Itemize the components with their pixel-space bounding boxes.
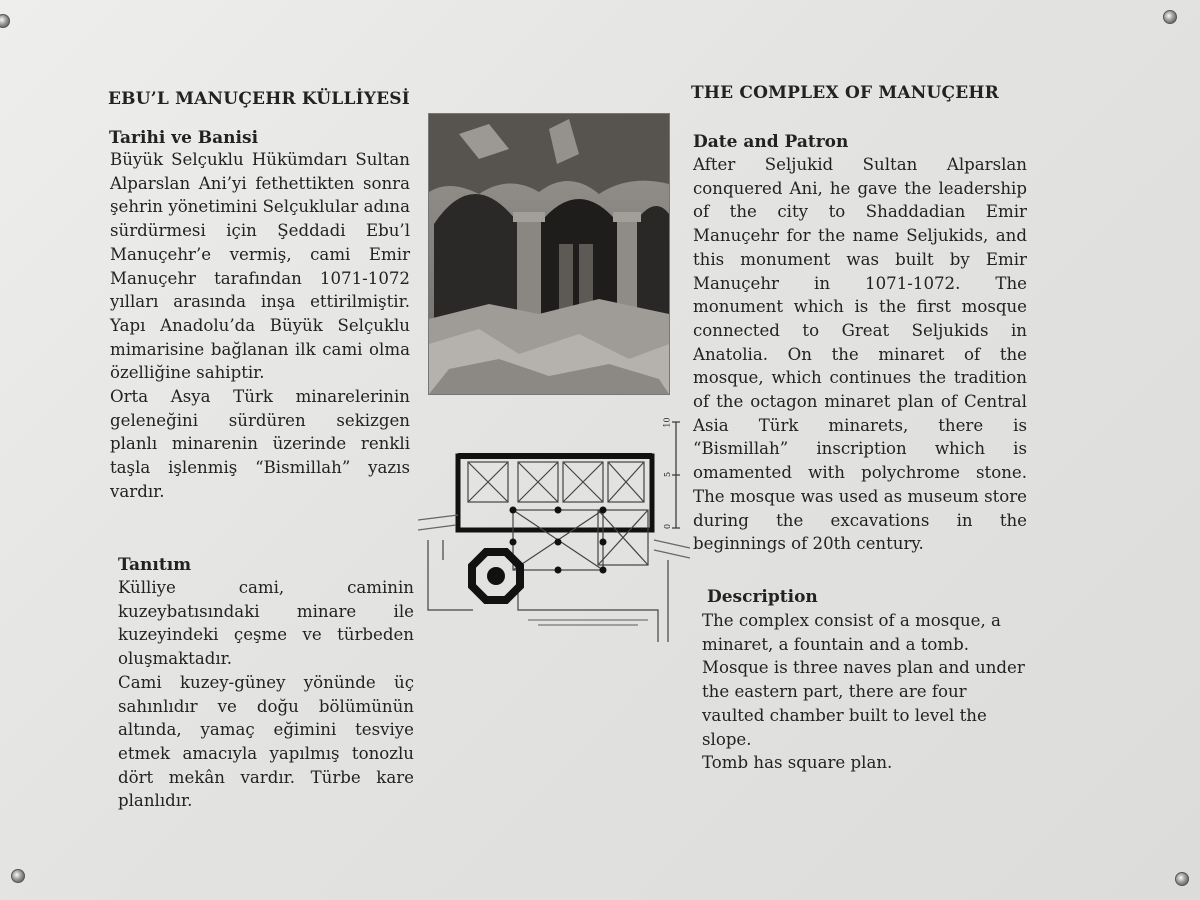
- history-paragraph-2-tr: Orta Asya Türk minarelerinin geleneğini sürdüren sekizgen planlı minarenin üzerinde renkli taşla işlenmiş “Bismillah” yazıs vardır.: [110, 387, 410, 501]
- date-text-en: [693, 153, 1027, 556]
- intro-heading-tr: Tanıtım: [118, 555, 192, 575]
- history-heading-tr: Tarihi ve Banisi: [109, 128, 259, 148]
- screw-icon: [1175, 872, 1189, 886]
- turkish-title: EBU’L MANUÇEHR KÜLLİYESİ: [108, 89, 410, 109]
- history-text-tr: [110, 148, 410, 504]
- description-text-en: [702, 609, 1032, 775]
- screw-icon: [0, 14, 10, 28]
- description-paragraph-2-en: Mosque is three naves plan and under the eastern part, there are four vaulted chamber built to level the slope.: [702, 658, 1025, 749]
- date-heading-en: Date and Patron: [693, 132, 849, 152]
- scale-label-top: 10: [662, 417, 672, 428]
- intro-text-tr: [118, 576, 414, 813]
- description-heading-en: Description: [707, 587, 818, 607]
- history-paragraph-1-tr: Büyük Selçuklu Hükümdarı Sultan Alparslan Ani’yi fethettikten sonra şehrin yönetimini Selçuklular adına sürdürmesi için Şeddadi Ebu’l Manuçehr’e vermiş, cami Emir Manuçehr tarafından 1071-1072 yılları arasında inşa ettirilmiştir. Yapı Anadolu’da Büyük Selçuklu mimarisine bağlanan ilk cami olma özelliğine sahiptir.: [110, 150, 410, 383]
- description-paragraph-3-en: Tomb has square plan.: [702, 753, 893, 773]
- mosque-floor-plan: [418, 417, 690, 650]
- scale-label-mid: 5: [663, 471, 673, 478]
- intro-paragraph-1-tr: Külliye cami, caminin kuzeybatısındaki minare ile kuzeyindeki çeşme ve türbeden oluşmaktadır.: [118, 578, 414, 669]
- description-paragraph-1-en: The complex consist of a mosque, a minaret, a fountain and a tomb.: [702, 611, 1001, 654]
- ruined-arcade-photo: [428, 113, 670, 395]
- date-paragraph-en: After Seljukid Sultan Alparslan conquered Ani, he gave the leadership of the city to Shaddadian Emir Manuçehr for the name Seljukids, and this monument was built by Emir Manuçehr in 1071-1072. The monument which is the first mosque connected to Great Seljukids in Anatolia. On the minaret of the mosque, which continues the tradition of the octagon minaret plan of Central Asia Türk minarets, there is “Bismillah” inscription which is omamented with polychrome stone. The mosque was used as museum store during the excavations in the beginnings of 20th century.: [693, 155, 1027, 554]
- screw-icon: [11, 869, 25, 883]
- intro-paragraph-2-tr: Cami kuzey-güney yönünde üç sahınlıdır ve doğu bölümünün altında, yamaç eğimini tesviye etmek amacıyla yapılmış tonozlu dört mekân vardır. Türbe kare planlıdır.: [118, 672, 414, 811]
- english-title: THE COMPLEX OF MANUÇEHR: [691, 83, 999, 103]
- screw-icon: [1163, 10, 1177, 24]
- scale-label-bottom: 0: [663, 523, 673, 530]
